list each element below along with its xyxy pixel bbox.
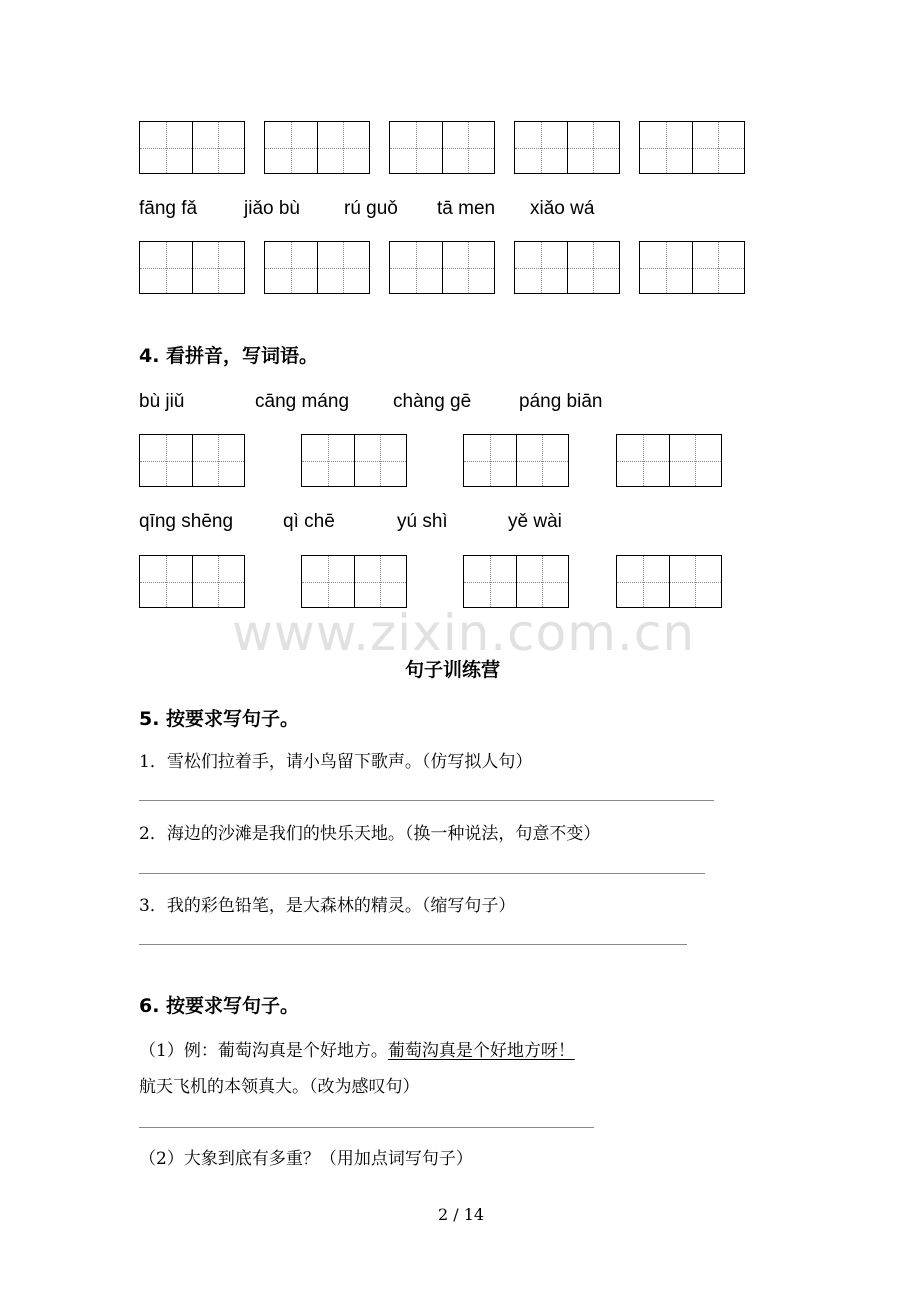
pinyin-word: cāng máng (255, 391, 350, 412)
watermark: www.zixin.com.cn (232, 604, 696, 662)
writing-grid[interactable] (301, 555, 407, 608)
answer-line[interactable] (139, 800, 714, 801)
answer-line[interactable] (139, 944, 687, 945)
pinyin-word: tā men (437, 198, 496, 219)
q5-item-2: 2．海边的沙滩是我们的快乐天地。（换一种说法，句意不变） (139, 824, 601, 844)
writing-grid[interactable] (514, 121, 620, 174)
q6-item-1 (139, 1036, 575, 1061)
writing-grid[interactable] (264, 241, 370, 294)
page-number: 2 / 14 (438, 1205, 485, 1224)
writing-grid[interactable] (616, 434, 722, 487)
pinyin-word: yě wài (508, 511, 562, 532)
writing-grid[interactable] (139, 121, 245, 174)
writing-grid[interactable] (264, 121, 370, 174)
writing-grid[interactable] (139, 555, 245, 608)
q5-item-1: 1．雪松们拉着手，请小鸟留下歌声。（仿写拟人句） (139, 752, 533, 772)
pinyin-word: páng biān (519, 391, 603, 412)
pinyin-word: qì chē (283, 511, 335, 532)
q4-title: 4. 看拼音，写词语。 (139, 345, 319, 367)
writing-grid[interactable] (389, 241, 495, 294)
q6-item-2: （2）大象到底有多重？（用加点词写句子） (139, 1149, 473, 1169)
writing-grid[interactable] (139, 241, 245, 294)
pinyin-word: fāng fǎ (139, 198, 198, 219)
pinyin-word: chàng gē (393, 391, 472, 412)
q5-title: 5. 按要求写句子。 (139, 708, 300, 730)
answer-line[interactable] (139, 1127, 594, 1128)
writing-grid[interactable] (389, 121, 495, 174)
writing-grid[interactable] (463, 434, 569, 487)
writing-grid[interactable] (639, 121, 745, 174)
writing-grid[interactable] (301, 434, 407, 487)
pinyin-word: rú guǒ (344, 198, 398, 219)
pinyin-word: bù jiǔ (139, 391, 185, 412)
writing-grid[interactable] (463, 555, 569, 608)
writing-grid[interactable] (514, 241, 620, 294)
pinyin-word: qīng shēng (139, 511, 234, 532)
pinyin-word: jiǎo bù (244, 198, 300, 219)
q6-item-1-example: 葡萄沟真是个好地方呀！ (387, 1041, 575, 1061)
writing-grid[interactable] (616, 555, 722, 608)
q6-item-1-task: 航天飞机的本领真大。（改为感叹句） (139, 1077, 420, 1097)
pinyin-word: xiǎo wá (530, 198, 595, 219)
q5-item-3: 3．我的彩色铅笔，是大森林的精灵。（缩写句子） (139, 896, 516, 916)
section-title: 句子训练营 (405, 659, 501, 681)
writing-grid[interactable] (139, 434, 245, 487)
pinyin-word: yú shì (397, 511, 448, 532)
writing-grid[interactable] (639, 241, 745, 294)
q6-title: 6. 按要求写句子。 (139, 995, 300, 1017)
answer-line[interactable] (139, 873, 705, 874)
q6-item-1-prefix: （1）例：葡萄沟真是个好地方。 (139, 1041, 388, 1061)
